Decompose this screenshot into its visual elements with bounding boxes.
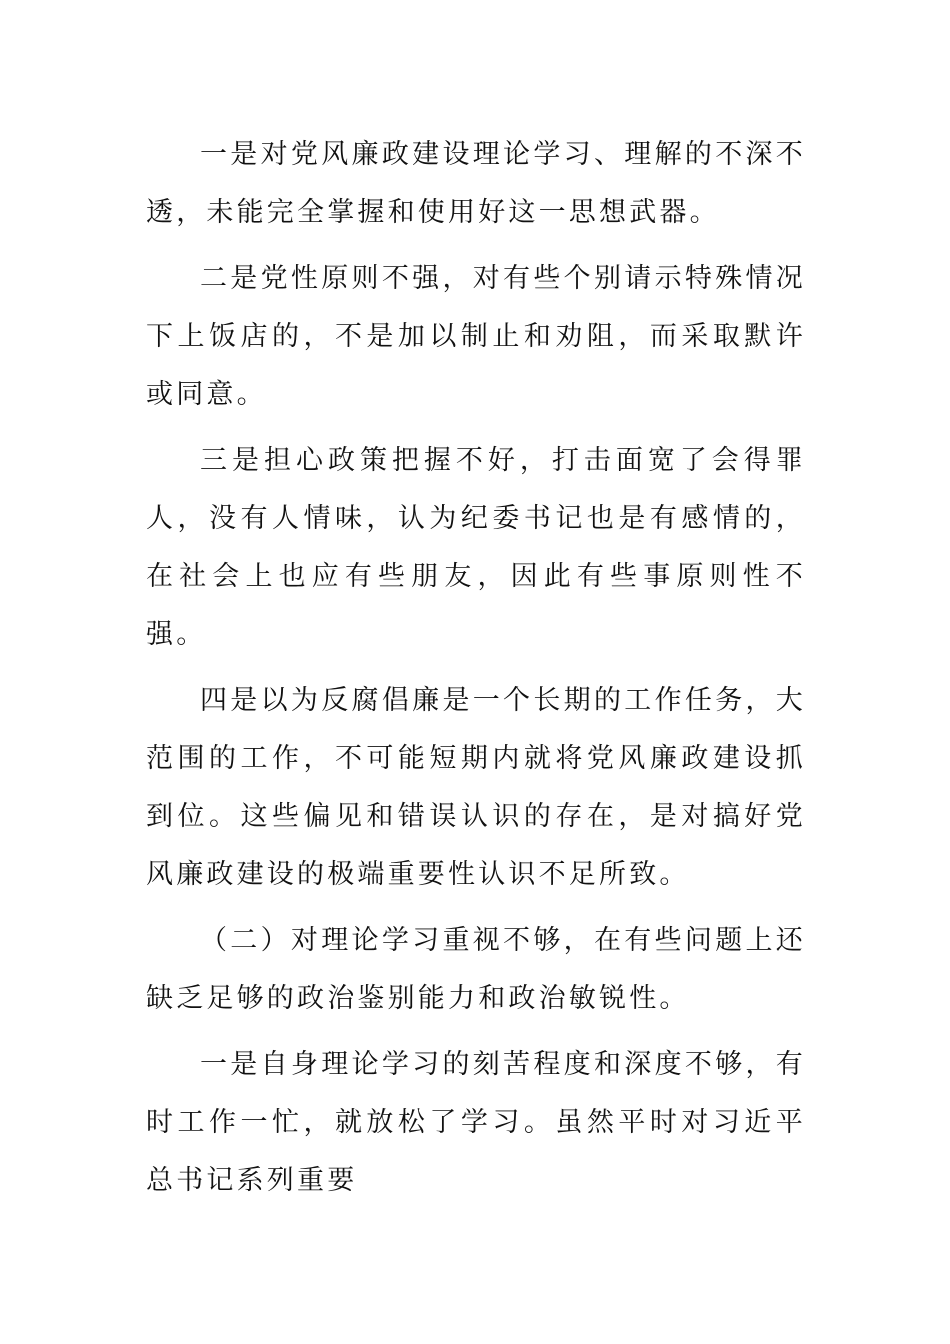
document-body bbox=[146, 126, 806, 1210]
paragraph-5: 一是自身理论学习的刻苦程度和深度不够，有时工作一忙，就放松了学习。虽然平时对习近平总书记系列重要 bbox=[146, 1049, 806, 1196]
paragraph-4: 四是以为反腐倡廉是一个长期的工作任务，大范围的工作，不可能短期内就将党风廉政建设抓到位。这些偏见和错误认识的存在，是对搞好党风廉政建设的极端重要性认识不足所致。 bbox=[146, 685, 806, 890]
paragraph-1: 一是对党风廉政建设理论学习、理解的不深不透，未能完全掌握和使用好这一思想武器。 bbox=[146, 139, 806, 228]
section-heading: （二）对理论学习重视不够，在有些问题上还缺乏足够的政治鉴别能力和政治敏锐性。 bbox=[146, 925, 806, 1014]
paragraph-2: 二是党性原则不强，对有些个别请示特殊情况下上饭店的，不是加以制止和劝阻，而采取默许或同意。 bbox=[146, 263, 806, 410]
paragraph-3: 三是担心政策把握不好，打击面宽了会得罪人，没有人情味，认为纪委书记也是有感情的，在社会上也应有些朋友，因此有些事原则性不强。 bbox=[146, 445, 806, 650]
